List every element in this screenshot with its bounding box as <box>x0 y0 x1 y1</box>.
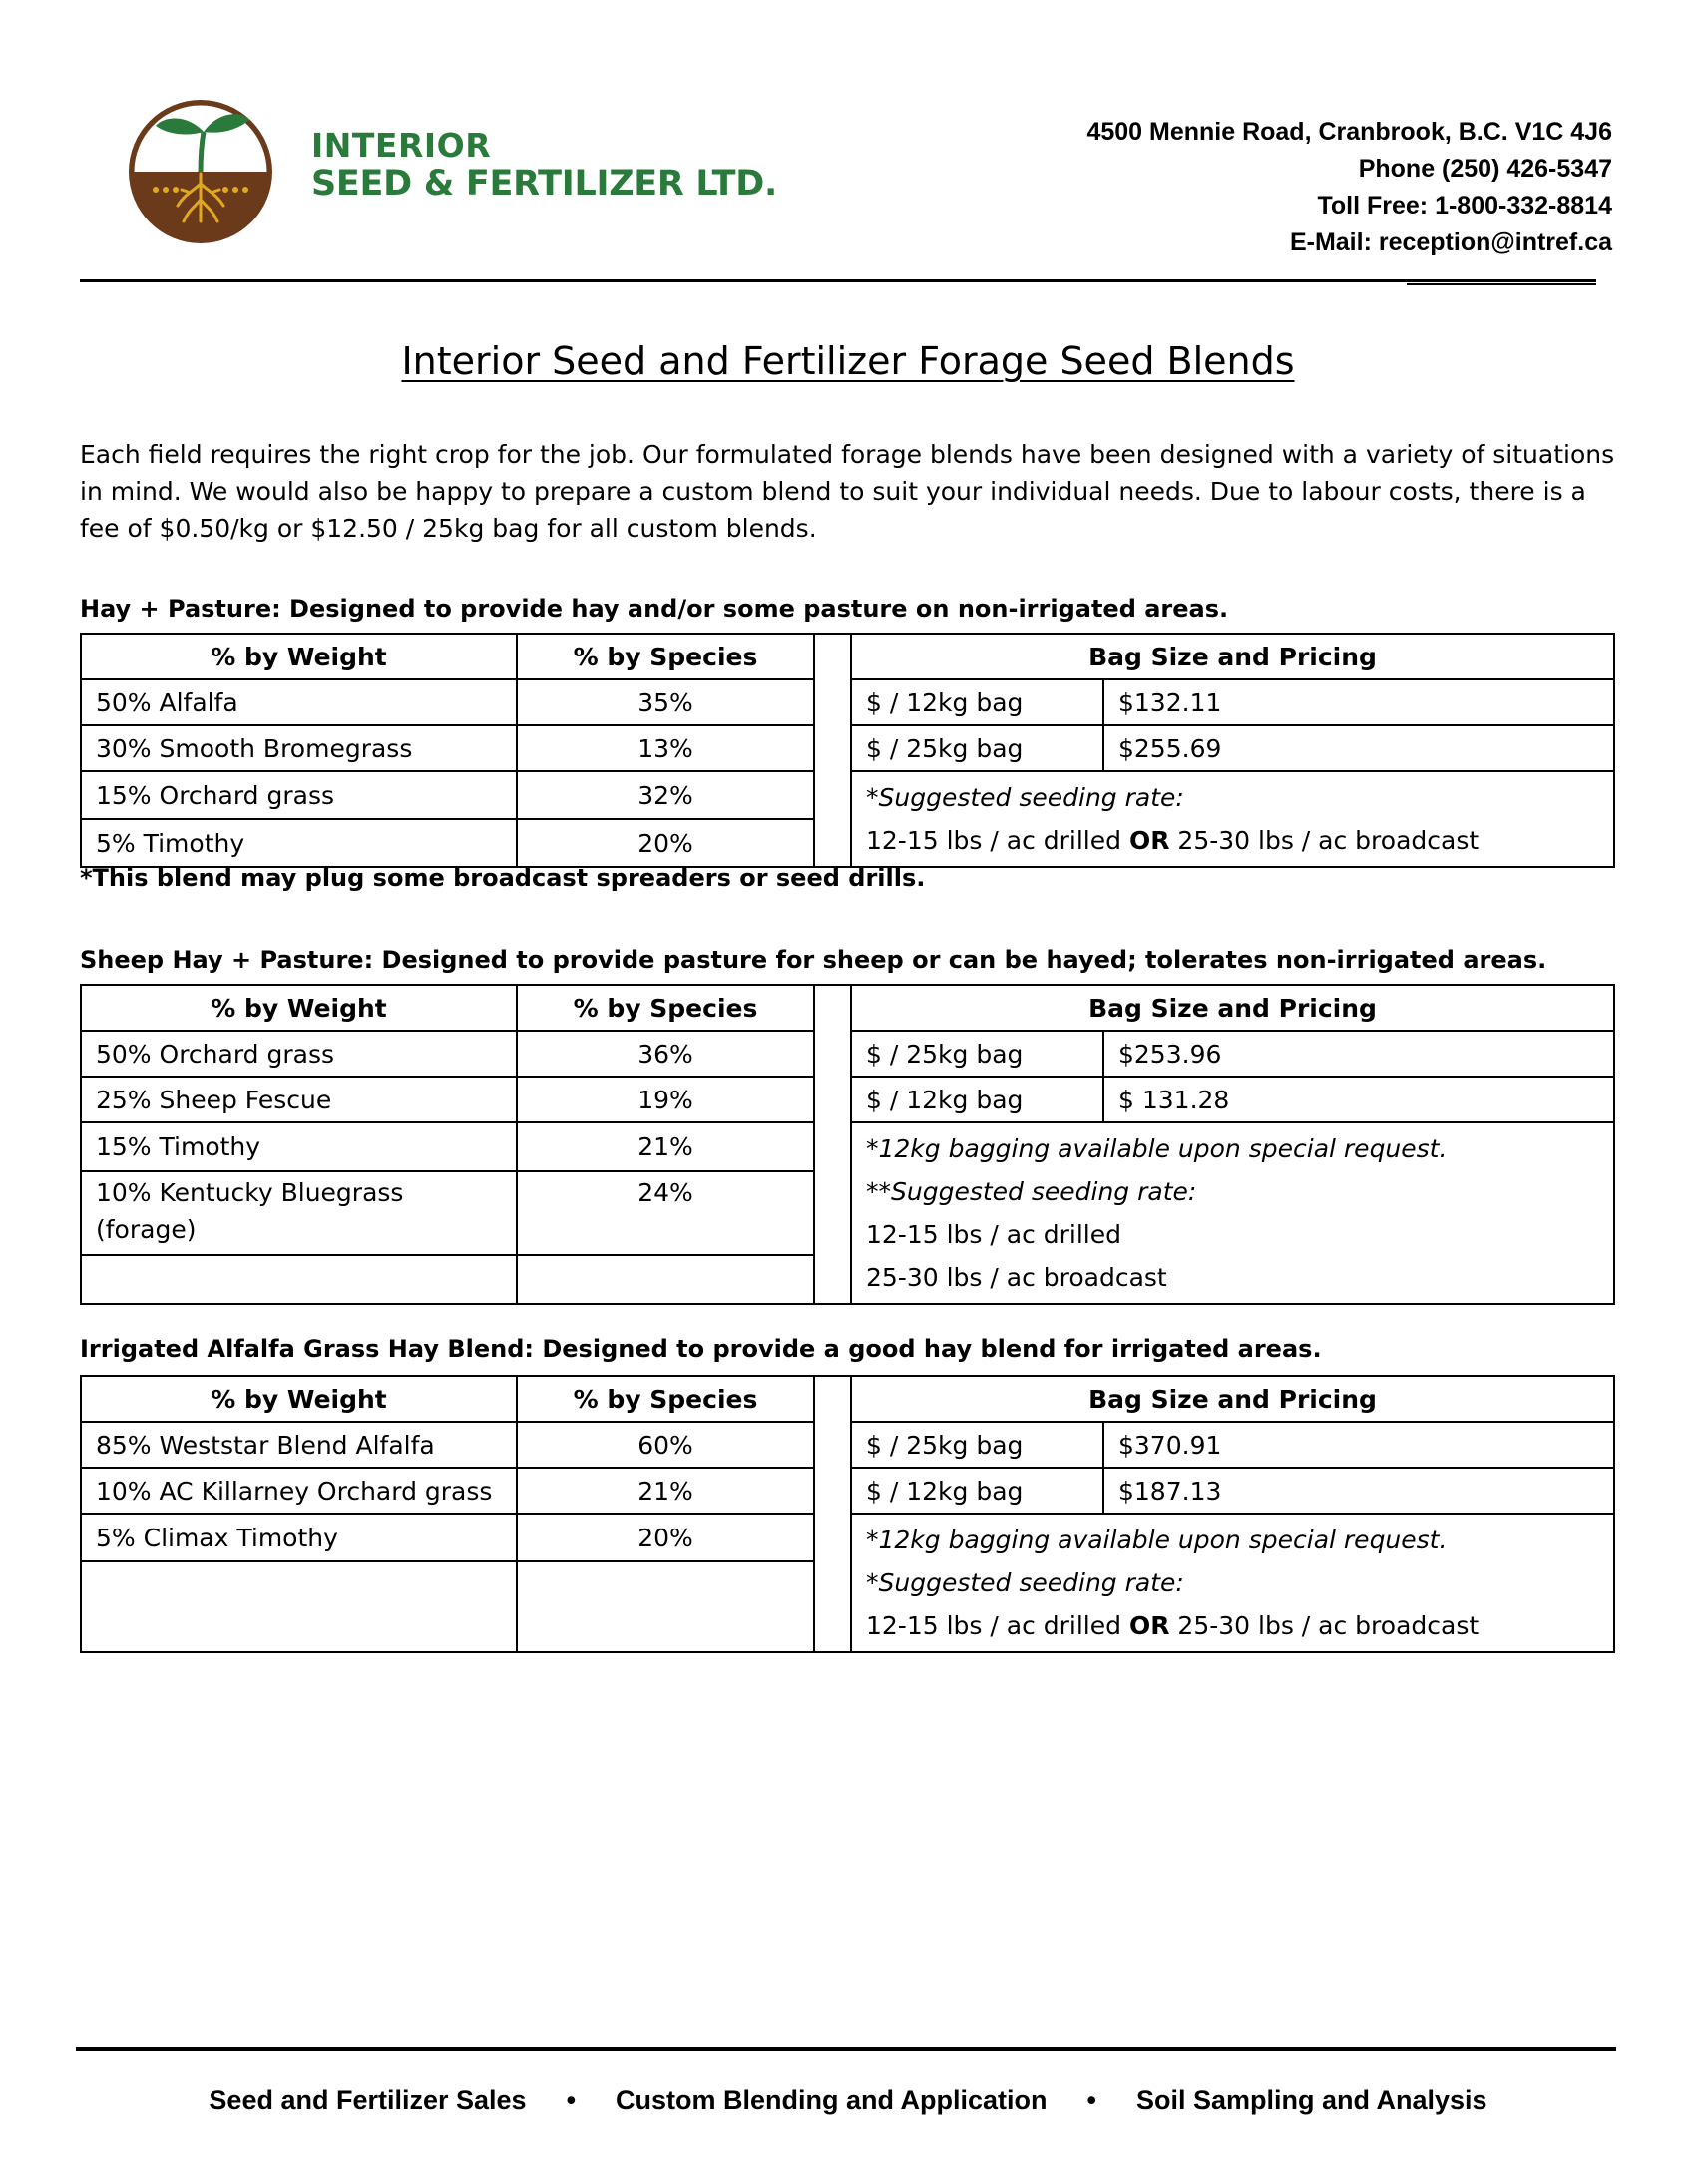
address: 4500 Mennie Road, Cranbrook, B.C. V1C 4J6 <box>1086 118 1612 146</box>
weight-cell: 15% Orchard grass <box>81 771 517 819</box>
species-cell: 19% <box>517 1077 814 1122</box>
col-species-header: % by Species <box>517 634 814 679</box>
price-cell: $253.96 <box>1103 1031 1614 1077</box>
page-title: Interior Seed and Fertilizer Forage Seed Blends <box>401 339 1295 383</box>
seeding-label: **Suggested seeding rate: <box>866 1177 1197 1206</box>
species-cell: 21% <box>517 1468 814 1514</box>
price-cell: $370.91 <box>1103 1422 1614 1468</box>
seeding-broadcast: 25-30 lbs / ac broadcast <box>866 1263 1167 1292</box>
blend3-heading: Irrigated Alfalfa Grass Hay Blend: Designed to provide a good hay blend for irrigated areas. <box>80 1335 1322 1363</box>
species-cell: 36% <box>517 1031 814 1077</box>
weight-cell: 10% AC Killarney Orchard grass <box>81 1468 517 1514</box>
toll-free: Toll Free: 1-800-332-8814 <box>1317 192 1612 219</box>
email[interactable]: E-Mail: reception@intref.ca <box>1289 228 1612 256</box>
company-name-line2: SEED & FERTILIZER LTD. <box>311 163 777 204</box>
company-name-line1: INTERIOR <box>311 126 492 165</box>
weight-cell: 10% Kentucky Bluegrass (forage) <box>81 1171 517 1256</box>
empty-cell <box>81 1561 517 1652</box>
bag-size-cell: $ / 12kg bag <box>851 1468 1103 1514</box>
species-cell: 21% <box>517 1122 814 1171</box>
empty-cell <box>81 1255 517 1304</box>
species-cell: 24% <box>517 1171 814 1256</box>
col-weight-header: % by Weight <box>81 985 517 1031</box>
header-divider <box>80 279 1596 282</box>
weight-cell: 85% Weststar Blend Alfalfa <box>81 1422 517 1468</box>
seeding-drilled: 12-15 lbs / ac drilled <box>866 1220 1121 1249</box>
footer-service-2: Custom Blending and Application <box>616 2085 1048 2115</box>
column-gap <box>814 634 851 867</box>
seeding-label: *Suggested seeding rate: <box>866 783 1184 812</box>
company-logo <box>126 92 275 251</box>
contact-block <box>1086 114 1612 261</box>
price-cell: $187.13 <box>1103 1468 1614 1514</box>
col-pricing-header: Bag Size and Pricing <box>851 1376 1614 1422</box>
col-pricing-header: Bag Size and Pricing <box>851 985 1614 1031</box>
column-gap <box>814 1376 851 1652</box>
weight-cell: 5% Climax Timothy <box>81 1514 517 1561</box>
header-divider-accent <box>1407 283 1596 285</box>
seeding-info <box>851 1122 1614 1304</box>
bullet-icon: • <box>1086 2085 1096 2115</box>
blend1-heading: Hay + Pasture: Designed to provide hay and/or some pasture on non-irrigated areas. <box>80 595 1229 623</box>
blend2-table <box>80 984 1615 1305</box>
bag-size-cell: $ / 12kg bag <box>851 679 1103 725</box>
footer-services <box>0 2085 1696 2116</box>
bagging-note: *12kg bagging available upon special request. <box>866 1134 1448 1163</box>
seeding-rate: 12-15 lbs / ac drilled OR 25-30 lbs / ac broadcast <box>866 826 1480 855</box>
seeding-info <box>851 771 1614 867</box>
weight-cell: 15% Timothy <box>81 1122 517 1171</box>
species-cell: 35% <box>517 679 814 725</box>
blend2-heading: Sheep Hay + Pasture: Designed to provide pasture for sheep or can be hayed; tolerates non-irrigated areas. <box>80 946 1547 974</box>
col-pricing-header: Bag Size and Pricing <box>851 634 1614 679</box>
blend1-table <box>80 633 1615 868</box>
footer-service-1: Seed and Fertilizer Sales <box>209 2085 527 2115</box>
bag-size-cell: $ / 25kg bag <box>851 1031 1103 1077</box>
col-species-header: % by Species <box>517 985 814 1031</box>
footer-divider <box>76 2047 1616 2051</box>
col-weight-header: % by Weight <box>81 634 517 679</box>
species-cell: 60% <box>517 1422 814 1468</box>
species-cell: 20% <box>517 819 814 867</box>
bag-size-cell: $ / 12kg bag <box>851 1077 1103 1122</box>
col-weight-header: % by Weight <box>81 1376 517 1422</box>
company-name <box>311 128 777 204</box>
empty-cell <box>517 1255 814 1304</box>
species-cell: 20% <box>517 1514 814 1561</box>
bullet-icon: • <box>566 2085 577 2115</box>
blend1-note: *This blend may plug some broadcast spreaders or seed drills. <box>80 864 926 892</box>
column-gap <box>814 985 851 1304</box>
seeding-label: *Suggested seeding rate: <box>866 1568 1184 1597</box>
footer-service-3: Soil Sampling and Analysis <box>1135 2085 1487 2115</box>
phone: Phone (250) 426-5347 <box>1358 155 1612 183</box>
intro-paragraph: Each field requires the right crop for the job. Our formulated forage blends have been designed with a variety of situations in mind. We would also be happy to prepare a custom blend to suit your individual needs. Due to labour costs, there is a fee of $0.50/kg or $12.50 / 25kg bag for all custom blends. <box>80 440 1615 543</box>
weight-cell: 50% Orchard grass <box>81 1031 517 1077</box>
seeding-rate: 12-15 lbs / ac drilled OR 25-30 lbs / ac broadcast <box>866 1611 1480 1640</box>
bag-size-cell: $ / 25kg bag <box>851 1422 1103 1468</box>
price-cell: $ 131.28 <box>1103 1077 1614 1122</box>
bagging-note: *12kg bagging available upon special request. <box>866 1526 1448 1554</box>
weight-cell: 30% Smooth Bromegrass <box>81 725 517 771</box>
species-cell: 32% <box>517 771 814 819</box>
price-cell: $132.11 <box>1103 679 1614 725</box>
weight-cell: 5% Timothy <box>81 819 517 867</box>
blend3-table <box>80 1375 1615 1653</box>
weight-cell: 50% Alfalfa <box>81 679 517 725</box>
bag-size-cell: $ / 25kg bag <box>851 725 1103 771</box>
weight-cell: 25% Sheep Fescue <box>81 1077 517 1122</box>
seeding-info <box>851 1514 1614 1652</box>
price-cell: $255.69 <box>1103 725 1614 771</box>
species-cell: 13% <box>517 725 814 771</box>
col-species-header: % by Species <box>517 1376 814 1422</box>
empty-cell <box>517 1561 814 1652</box>
